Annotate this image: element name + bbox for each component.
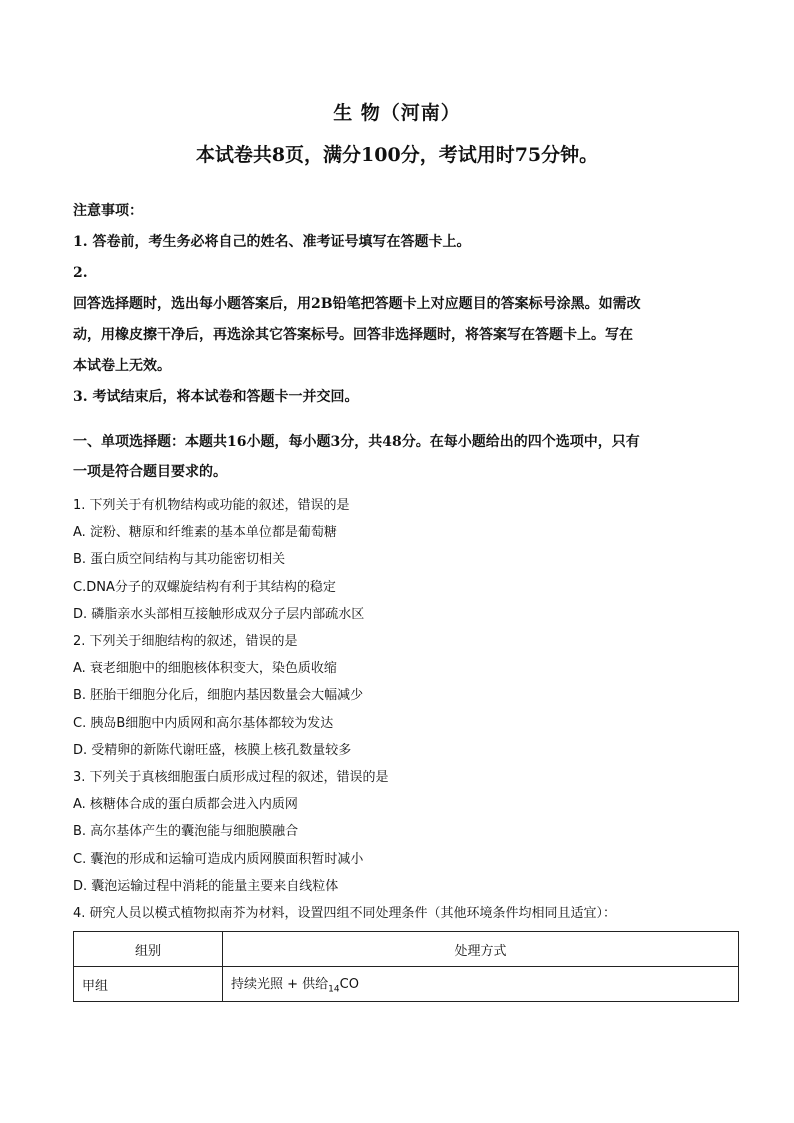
section-heading: [73, 427, 725, 487]
question-3-option-c: C. 囊泡的形成和运输可造成内质网膜面积暂时减小: [73, 851, 364, 867]
question-3-stem: 3. 下列关于真核细胞蛋白质形成过程的叙述，错误的是: [73, 770, 389, 786]
table-header-group: 组别: [74, 932, 223, 967]
question-2-option-d: D. 受精卵的新陈代谢旺盛，核膜上核孔数量较多: [73, 742, 352, 758]
question-1-option-c: C.DNA分子的双螺旋结构有利于其结构的稳定: [73, 579, 336, 595]
notes-item-3: 3. 考试结束后，将本试卷和答题卡一并交回。: [73, 389, 359, 405]
treatment-table: [73, 931, 739, 1002]
table-cell-group: 甲组: [74, 967, 223, 1002]
table-header-row: [74, 932, 739, 967]
notes-item-1: 1. 答卷前，考生务必将自己的姓名、准考证号填写在答题卡上。: [73, 234, 471, 250]
question-2-option-c: C. 胰岛B细胞中内质网和高尔基体都较为发达: [73, 715, 334, 731]
question-3-option-d: D. 囊泡运输过程中消耗的能量主要来自线粒体: [73, 878, 339, 894]
method-suffix: CO: [339, 977, 359, 993]
notes-block: [73, 196, 725, 413]
question-2-option-b: B. 胚胎干细胞分化后，细胞内基因数量会大幅减少: [73, 688, 364, 704]
question-2-option-a: A. 衰老细胞中的细胞核体积变大，染色质收缩: [73, 661, 337, 677]
page-title: 生 物（河南）: [333, 102, 461, 124]
question-3-option-a: A. 核糖体合成的蛋白质都会进入内质网: [73, 797, 298, 813]
question-2-stem: 2. 下列关于细胞结构的叙述，错误的是: [73, 634, 298, 650]
table-row: [74, 967, 739, 1002]
section-heading-line-1: 一、单项选择题：本题共16小题，每小题3分，共48分。在每小题给出的四个选项中，只有: [73, 434, 640, 450]
notes-item-2-number: 2.: [73, 265, 88, 281]
page-subtitle: 本试卷共8页，满分100分，考试用时75分钟。: [195, 144, 599, 166]
question-3-option-b: B. 高尔基体产生的囊泡能与细胞膜融合: [73, 824, 299, 840]
table-header-method: 处理方式: [223, 932, 739, 967]
question-1-option-d: D. 磷脂亲水头部相互接触形成双分子层内部疏水区: [73, 606, 365, 622]
question-1-stem: 1. 下列关于有机物结构或功能的叙述，错误的是: [73, 498, 350, 513]
isotope-subscript: 14: [328, 984, 340, 995]
notes-heading: 注意事项：: [73, 203, 143, 219]
method-prefix: 持续光照 + 供给: [231, 977, 329, 993]
table-cell-method: [223, 967, 739, 1002]
question-list: [73, 492, 733, 927]
question-1-option-b: B. 蛋白质空间结构与其功能密切相关: [73, 552, 286, 568]
section-heading-line-2: 一项是符合题目要求的。: [73, 464, 227, 480]
notes-item-2-line-3: 本试卷上无效。: [73, 358, 171, 374]
question-1-option-a: A. 淀粉、糖原和纤维素的基本单位都是葡萄糖: [73, 525, 337, 541]
notes-item-2-line-2: 动，用橡皮擦干净后，再选涂其它答案标号。回答非选择题时，将答案写在答题卡上。写在: [73, 327, 633, 343]
question-4-stem: 4. 研究人员以模式植物拟南芥为材料，设置四组不同处理条件（其他环境条件均相同且适宜）：: [73, 906, 617, 922]
notes-item-2-line-1: 回答选择题时，选出每小题答案后，用2B铅笔把答题卡上对应题目的答案标号涂黑。如需改: [73, 296, 641, 312]
